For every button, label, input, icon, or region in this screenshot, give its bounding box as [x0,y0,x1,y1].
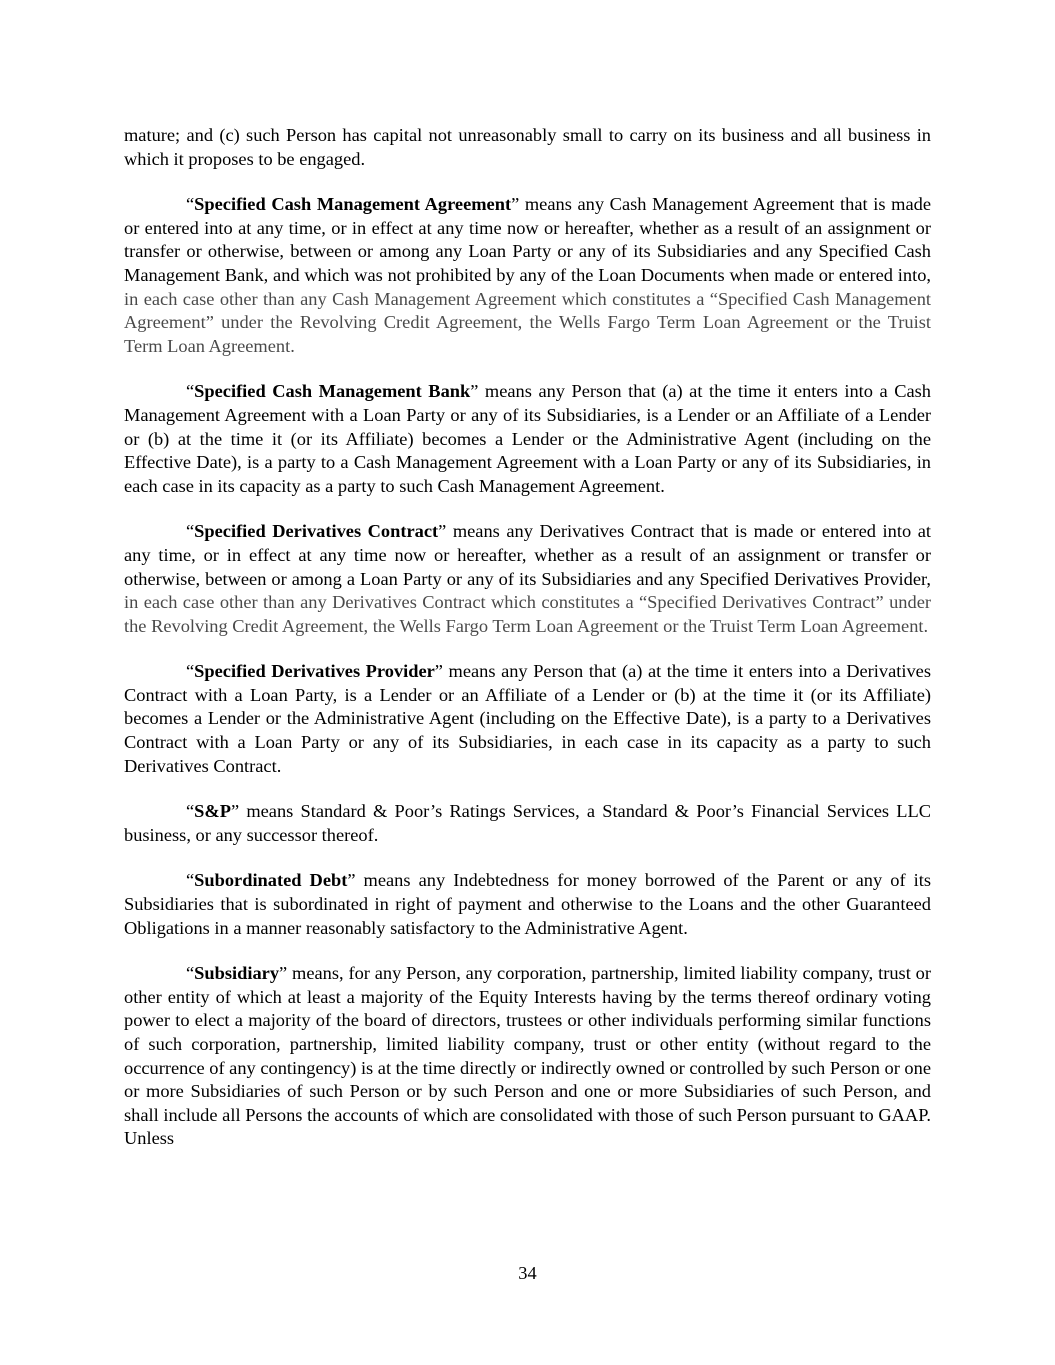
open-quote: “ [186,194,195,215]
defined-term: Subordinated Debt [194,870,348,891]
definition-specified-cash-management-agreement [124,193,931,358]
definition-text: ” means, for any Person, any corporation, partnership, limited liability company, trust or other entity of which at least a majority of the Equity Interests having by the terms thereof ordinary voting power to elect a majority of the board of directors, trustees or other individuals performing similar functions of such corporation, partnership, limited liability company, trust or other entity (without regard to the occurrence of any contingency) is at the time directly or indirectly owned or controlled by such Person or one or more Subsidiaries of such Person or by such Person and one or more Subsidiaries of such Person, and shall include all Persons the accounts of which are consolidated with those of such Person pursuant to GAAP. Unless [124,963,931,1149]
open-quote: “ [186,801,195,822]
definition-specified-derivatives-contract [124,520,931,638]
definition-specified-cash-management-bank [124,380,931,498]
amended-text: in each case other than any Cash Management Agreement which constitutes a “Specified Cash Management Agreement” under the Revolving Credit Agreement, the Wells Fargo Term Loan Agreement or the Truist Term Loan Agreement. [124,288,931,356]
amended-text: in each case other than any Derivatives Contract which constitutes a “Specified Derivatives Contract” under the Revolving Credit Agreement, the Wells Fargo Term Loan Agreement or the Truist Term Loan Agreement. [124,592,931,636]
defined-term: Specified Derivatives Provider [194,661,435,682]
definition-subsidiary [124,962,931,1151]
definition-text: ” means any Cash Management Agreement that is made or entered into at any time, or in effect at any time now or hereafter, whether as a result of an assignment or transfer or otherwise, between or among any Loan Party or any of its Subsidiaries and any Specified Cash Management Bank, and which was not prohibited by any of the Loan Documents when made or entered into, [124,194,931,285]
defined-term: Subsidiary [194,963,280,984]
definition-subordinated-debt [124,869,931,940]
definition-text: ” means any Indebtedness for money borrowed of the Parent or any of its Subsidiaries that is subordinated in right of payment and otherwise to the Loans and the other Guaranteed Obligations in a manner reasonably satisfactory to the Administrative Agent. [124,870,931,938]
defined-term: Specified Cash Management Bank [194,381,471,402]
defined-term: Specified Derivatives Contract [194,521,439,542]
open-quote: “ [186,963,195,984]
open-quote: “ [186,521,195,542]
defined-term: S&P [194,801,231,822]
page-number: 34 [518,1263,537,1283]
continuation-paragraph: mature; and (c) such Person has capital not unreasonably small to carry on its business and all business in which it proposes to be engaged. [124,125,931,169]
defined-term: Specified Cash Management Agreement [194,194,512,215]
definition-text: ” means any Person that (a) at the time it enters into a Cash Management Agreement with a Loan Party or any of its Subsidiaries, is a Lender or an Affiliate of a Lender or (b) at the time it (or its Affiliate) becomes a Lender or the Administrative Agent (including on the Effective Date), is a party to a Cash Management Agreement with a Loan Party or any of its Subsidiaries, in each case in its capacity as a party to such Cash Management Agreement. [124,381,931,496]
definition-text: ” means any Derivatives Contract that is made or entered into at any time, or in effect at any time now or hereafter, whether as a result of an assignment or transfer or otherwise, between or among a Loan Party or any of its Subsidiaries and any Specified Derivatives Provider, [124,521,931,589]
definition-text: ” means Standard & Poor’s Ratings Services, a Standard & Poor’s Financial Services LLC business, or any successor thereof. [124,801,931,845]
definition-text: ” means any Person that (a) at the time it enters into a Derivatives Contract with a Loan Party, is a Lender or an Affiliate of a Lender or (b) at the time it (or its Affiliate) becomes a Lender or the Administrative Agent (including on the Effective Date), is a party to a Derivatives Contract with a Loan Party or any of its Subsidiaries, in each case in its capacity as a party to such Derivatives Contract. [124,661,931,776]
open-quote: “ [186,661,195,682]
definition-specified-derivatives-provider [124,660,931,778]
open-quote: “ [186,381,195,402]
open-quote: “ [186,870,195,891]
document-body [124,124,931,1173]
definition-s-and-p [124,800,931,847]
